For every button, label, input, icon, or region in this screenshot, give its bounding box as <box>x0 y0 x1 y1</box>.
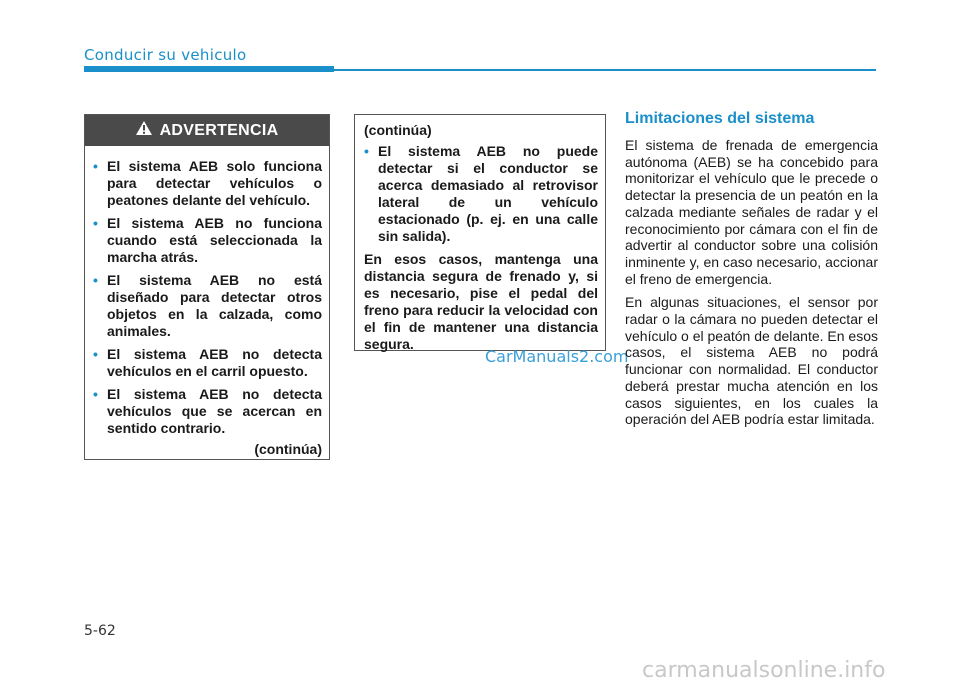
footer-watermark: carmanualsonline.info <box>642 658 886 683</box>
list-item: • El sistema AEB no está diseñado para detectar otros objetos en la calzada, como animales. <box>93 272 322 339</box>
bullet-dot-icon: • <box>93 386 98 402</box>
list-item: • El sistema AEB no funciona cuando está seleccionada la marcha atrás. <box>93 215 322 265</box>
bullet-dot-icon: • <box>93 272 98 288</box>
header-rule-thick <box>84 66 334 72</box>
continued-warning-box <box>354 114 606 351</box>
warning-header <box>85 115 329 146</box>
continued-label: (continúa) <box>364 122 432 138</box>
body-paragraph: En algunas situaciones, el sensor por radar o la cámara no pueden detectar el vehículo o el peatón de delante. En esos casos, el sistema AEB no podrá funcionar con normalidad. El conductor deberá prestar mucha atención en los casos siguientes, en los cuales la operación del AEB podría estar limitada. <box>625 294 878 428</box>
warning-box <box>84 114 330 460</box>
bullet-dot-icon: • <box>93 158 98 174</box>
continued-label: (continúa) <box>254 441 322 457</box>
bullet-dot-icon: • <box>93 215 98 231</box>
system-limitations-section <box>625 109 878 435</box>
warning-list <box>93 158 322 437</box>
section-header: Conducir su vehiculo <box>84 46 247 64</box>
list-item: • El sistema AEB no puede detectar si el conductor se acerca demasiado al retrovisor lateral de un vehículo estacionado (p. ej. en una calle sin salida). <box>364 143 598 244</box>
continued-paragraph: En esos casos, mantenga una distancia segura de frenado y, si es necesario, pise el pedal del freno para reducir la velocidad con el fin de mantener una distancia segura. <box>364 251 598 352</box>
list-item: • El sistema AEB solo funciona para detectar vehículos o peatones delante del vehículo. <box>93 158 322 208</box>
list-item: • El sistema AEB no detecta vehículos que se acercan en sentido contrario. <box>93 386 322 436</box>
body-paragraph: El sistema de frenada de emergencia autónoma (AEB) se ha concebido para monitorizar el vehículo que le precede o detectar la presencia de un peatón en la calzada mediante señales de radar y el reconocimiento por cámara con el fin de advertir al conductor sobre una colisión inminente y, en caso necesario, accionar el freno de emergencia. <box>625 137 878 287</box>
header-rule-thin <box>334 69 876 71</box>
watermark-link[interactable]: CarManuals2.com <box>485 347 629 366</box>
bullet-dot-icon: • <box>93 346 98 362</box>
list-item: • El sistema AEB no detecta vehículos en el carril opuesto. <box>93 346 322 379</box>
continued-list <box>364 143 598 245</box>
warning-triangle-icon <box>136 121 152 140</box>
page-number: 5-62 <box>84 623 116 639</box>
bullet-dot-icon: • <box>364 143 369 159</box>
section-title: Limitaciones del sistema <box>625 110 815 127</box>
warning-title: ADVERTENCIA <box>159 121 279 139</box>
